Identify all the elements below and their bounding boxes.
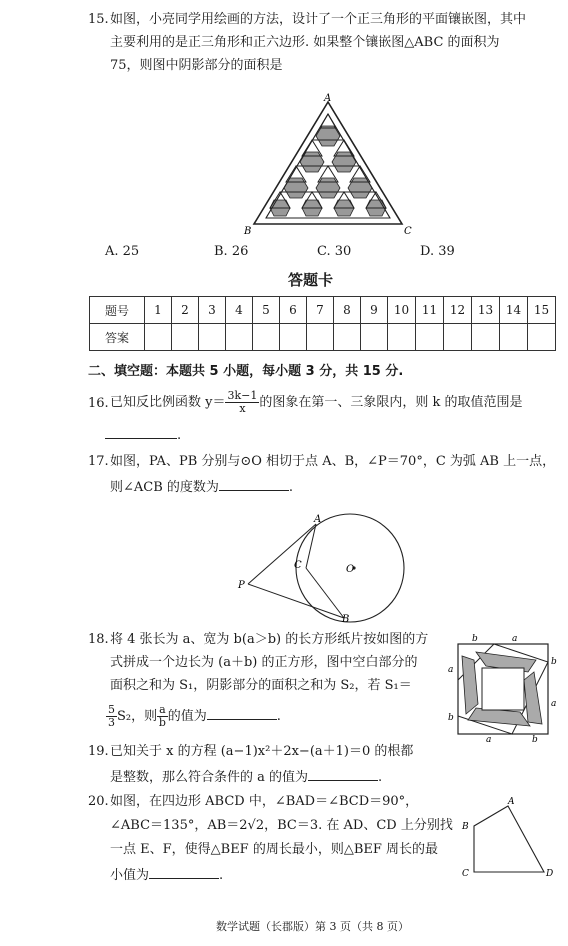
q18-label-b-bottom: b <box>532 735 538 744</box>
q16-number: 16. <box>88 396 109 411</box>
q18-square-figure <box>446 632 562 744</box>
section2-heading: 二、填空题：本题共 5 小题，每小题 3 分，共 15 分. <box>88 364 404 379</box>
q20-text-line3: 一点 E、F，使得△BEF 的周长最小，则△BEF 周长的最 <box>110 842 439 857</box>
page-footer: 数学试题（长郡版）第 3 页（共 8 页） <box>216 920 409 933</box>
answer-cell[interactable] <box>361 324 388 351</box>
q18-label-a-bottom: a <box>486 735 492 744</box>
answer-card-col: 4 <box>226 297 253 324</box>
q16-fraction <box>225 390 259 415</box>
answer-card-title: 答题卡 <box>288 271 334 289</box>
q19-end: . <box>378 770 383 785</box>
answer-card-row-answers <box>90 324 556 351</box>
q20-text-line2: ∠ABC＝135°，AB＝2√2，BC＝3. 在 AD、CD 上分别找 <box>110 818 453 833</box>
q18-frac2-bottom: b <box>158 716 166 729</box>
q19-text-line1: 已知关于 x 的方程 (a−1)x²＋2x−(a＋1)＝0 的根都 <box>110 744 414 759</box>
q15-option-a[interactable]: A. 25 <box>105 244 140 259</box>
q16-frac-bottom: x <box>239 402 246 415</box>
q19-text-line2: 是整数，那么符合条件的 a 的值为 <box>110 770 309 785</box>
answer-cell[interactable] <box>388 324 416 351</box>
answer-card-col: 12 <box>444 297 472 324</box>
answer-card-col: 5 <box>253 297 280 324</box>
q20-quadrilateral-figure <box>458 796 558 880</box>
answer-cell[interactable] <box>253 324 280 351</box>
q16-text <box>110 386 523 420</box>
q18-text-line3: 面积之和为 S₁，阴影部分的面积之和为 S₂，若 S₁＝ <box>110 678 412 693</box>
answer-card-col: 14 <box>500 297 528 324</box>
q17-text-line1: 如图，PA、PB 分别与⊙O 相切于点 A、B，∠P＝70°，C 为弧 AB 上一点， <box>110 454 556 469</box>
q19-answer-blank[interactable] <box>308 766 378 781</box>
answer-cell[interactable] <box>500 324 528 351</box>
q18-line4-mid: S₂，则 <box>117 709 158 724</box>
q15-option-c[interactable]: C. 30 <box>317 244 352 259</box>
q20-label-A: A <box>508 797 515 807</box>
q15-text-line2: 主要利用的是正三角形和正六边形. 如果整个镶嵌图△ABC 的面积为 <box>110 35 500 50</box>
answer-card-row1-label: 题号 <box>90 297 145 324</box>
q18-label-b-right: b <box>551 657 557 667</box>
q18-answer-blank[interactable] <box>207 705 277 720</box>
answer-card-col: 15 <box>528 297 556 324</box>
answer-card-col: 11 <box>416 297 444 324</box>
q18-frac1-bottom: 3 <box>108 716 115 729</box>
q20-text-line4-wrap <box>110 864 223 886</box>
q16-frac-top: 3k−1 <box>227 389 258 402</box>
q20-number: 20. <box>88 794 109 809</box>
q20-text-line1: 如图，在四边形 ABCD 中，∠BAD＝∠BCD＝90°， <box>110 794 419 809</box>
q18-label-b-left: b <box>448 713 454 723</box>
answer-cell[interactable] <box>334 324 361 351</box>
q18-frac2-top: a <box>159 703 166 716</box>
q15-text-line1: 如图，小亮同学用绘画的方法，设计了一个正三角形的平面镶嵌图，其中 <box>110 12 527 27</box>
q15-label-A: A <box>324 93 332 104</box>
q19-text-line2-wrap <box>110 766 382 788</box>
q18-text-line2: 式拼成一个边长为 (a＋b) 的正方形，图中空白部分的 <box>110 655 418 670</box>
q17-label-O: O <box>346 564 355 575</box>
q18-end: . <box>276 709 281 724</box>
answer-cell[interactable] <box>172 324 199 351</box>
answer-cell[interactable] <box>199 324 226 351</box>
q16-end: . <box>177 428 182 443</box>
q15-number: 15. <box>88 12 109 27</box>
q20-label-C: C <box>462 869 469 879</box>
answer-card-col: 9 <box>361 297 388 324</box>
q17-answer-blank[interactable] <box>219 476 289 491</box>
q15-text-line3: 75，则图中阴影部分的面积是 <box>110 58 283 73</box>
q19-number: 19. <box>88 744 109 759</box>
q18-frac2 <box>157 704 168 729</box>
q18-label-b-top: b <box>472 634 478 644</box>
q15-label-B: B <box>244 226 252 237</box>
q17-number: 17. <box>88 454 109 469</box>
q20-label-B: B <box>462 822 469 832</box>
answer-card-col: 8 <box>334 297 361 324</box>
answer-card-col: 10 <box>388 297 416 324</box>
q18-line4-post: 的值为 <box>167 709 207 724</box>
q17-end: . <box>288 480 294 495</box>
q18-number: 18. <box>88 632 109 647</box>
answer-cell[interactable] <box>280 324 307 351</box>
q18-text-line1: 将 4 张长为 a、宽为 b(a＞b) 的长方形纸片按如图的方 <box>110 632 429 647</box>
answer-cell[interactable] <box>145 324 172 351</box>
q16-text-post: 的图象在第一、三象限内，则 k 的取值范围是 <box>259 395 523 410</box>
q17-label-A: A <box>314 514 322 525</box>
q17-text-line2-wrap <box>110 476 293 498</box>
q17-label-B: B <box>342 614 350 624</box>
q15-option-d[interactable]: D. 39 <box>420 244 455 259</box>
q16-answer-blank[interactable] <box>105 424 177 439</box>
answer-card-table <box>89 296 556 351</box>
q20-text-line4: 小值为 <box>110 868 150 883</box>
answer-cell[interactable] <box>528 324 556 351</box>
q20-answer-blank[interactable] <box>149 864 219 879</box>
answer-cell[interactable] <box>226 324 253 351</box>
answer-card-col: 1 <box>145 297 172 324</box>
answer-card-row2-label: 答案 <box>90 324 145 351</box>
q17-circle-figure <box>236 512 412 624</box>
q18-label-a-left: a <box>448 665 454 675</box>
answer-cell[interactable] <box>307 324 334 351</box>
answer-card-col: 13 <box>472 297 500 324</box>
q20-end: . <box>219 868 224 883</box>
q16-answer-line <box>105 424 181 446</box>
q17-text-line2: 则∠ACB 的度数为 <box>110 480 219 495</box>
answer-card-col: 6 <box>280 297 307 324</box>
answer-card-col: 7 <box>307 297 334 324</box>
q15-tessellation-figure <box>240 92 420 242</box>
q18-frac1-top: 5 <box>108 703 115 716</box>
q15-label-C: C <box>404 226 412 237</box>
q18-frac1 <box>106 704 117 729</box>
q16-text-pre: 已知反比例函数 y＝ <box>110 395 226 410</box>
q18-text-line4 <box>106 700 281 734</box>
q18-label-a-right: a <box>551 699 557 709</box>
q18-label-a-top: a <box>512 634 518 644</box>
answer-card-row-numbers <box>90 297 556 324</box>
answer-cell[interactable] <box>444 324 472 351</box>
q20-label-D: D <box>546 869 554 879</box>
q15-option-b[interactable]: B. 26 <box>214 244 249 259</box>
answer-card-col: 2 <box>172 297 199 324</box>
answer-card-col: 3 <box>199 297 226 324</box>
answer-cell[interactable] <box>472 324 500 351</box>
q17-label-P: P <box>238 580 245 591</box>
answer-cell[interactable] <box>416 324 444 351</box>
q17-label-C: C <box>294 560 302 571</box>
